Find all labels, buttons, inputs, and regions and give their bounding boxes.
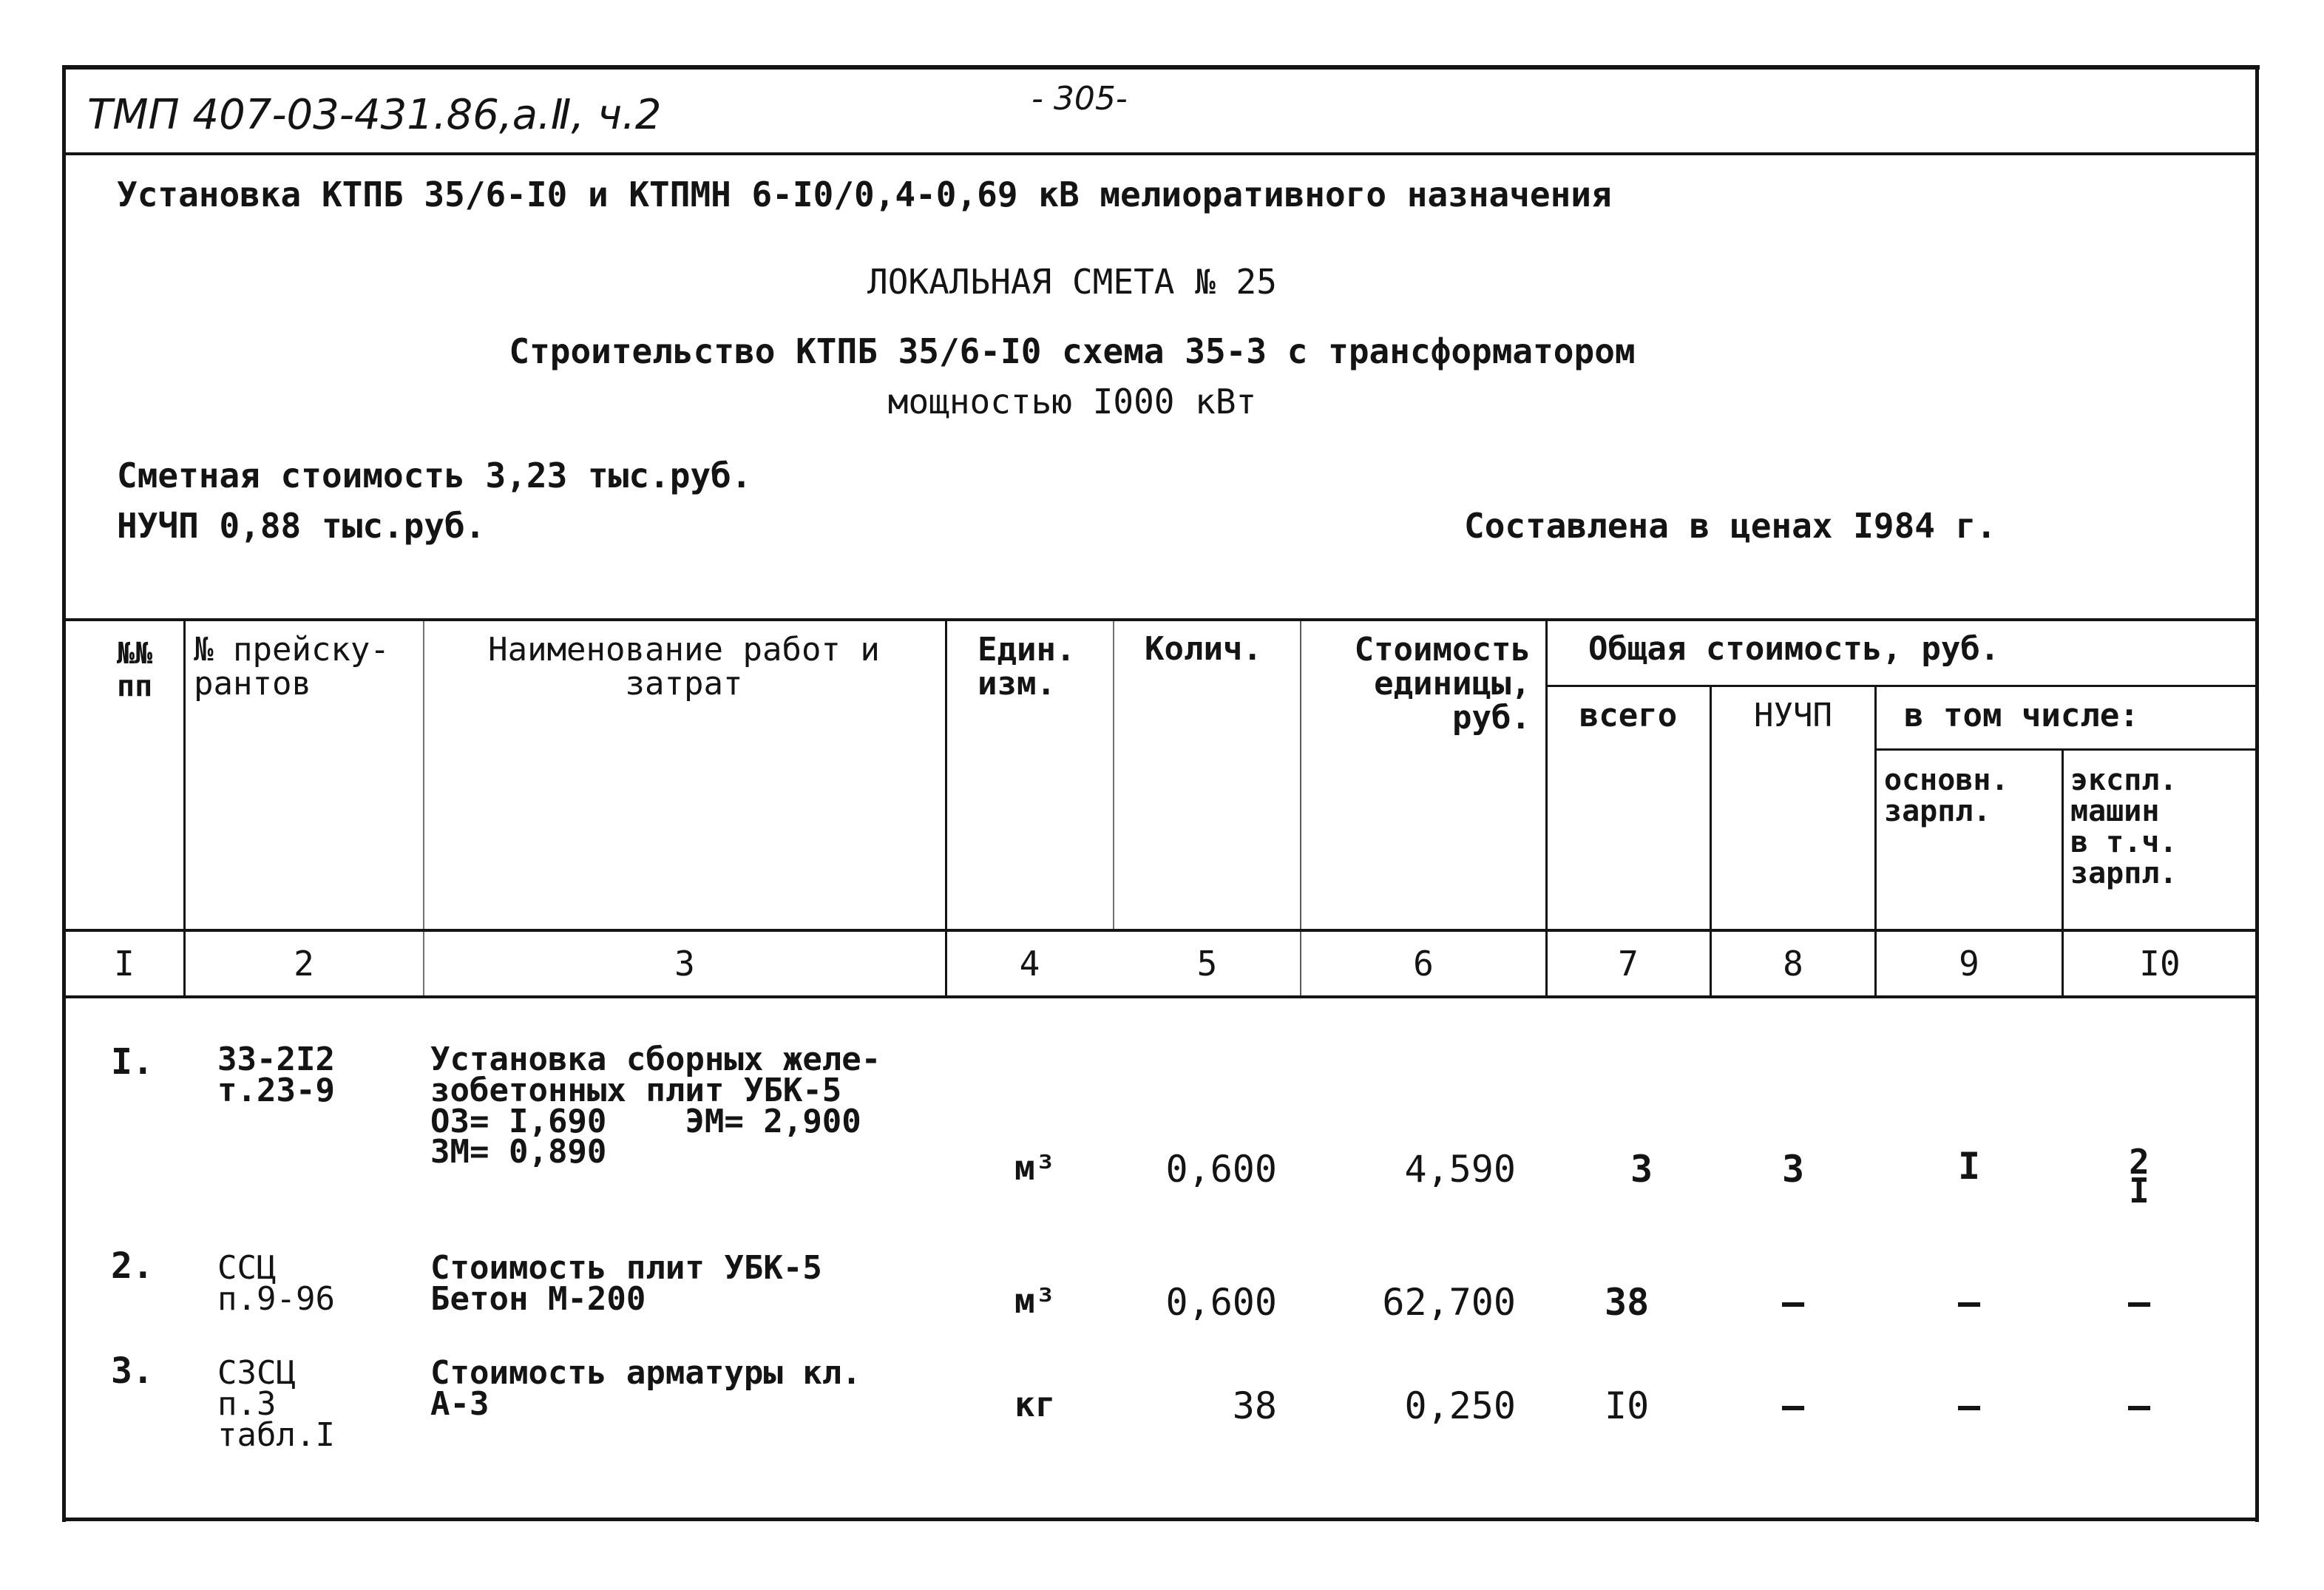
row-1-name: Установка сборных желе- зобетонных плит УБК-5 ОЗ= I,690 ЭМ= 2,900 ЗМ= 0,890 (430, 1041, 881, 1171)
col-divider-5 (1300, 620, 1301, 997)
row-2-unit-cost: 62,700 (1382, 1281, 1516, 1324)
row-2-total: 38 (1605, 1281, 1650, 1324)
construction-title-line1: Строительство КТПБ 35/6-I0 схема 35-3 с трансформатором (509, 331, 1636, 371)
header-including: в том числе: (1904, 697, 2139, 734)
column-number: 7 (1618, 944, 1639, 984)
nuchp-cost: НУЧП 0,88 тыс.руб. (117, 506, 486, 546)
header-machines: экспл. машин в т.ч. зарпл. (2070, 763, 2178, 890)
column-number: 5 (1196, 944, 1218, 984)
row-3-qty: 38 (1232, 1384, 1277, 1427)
col-divider-1 (183, 620, 186, 997)
row-3-name: Стоимость арматуры кл. А-3 (430, 1354, 861, 1423)
row-3-num: 3. (111, 1350, 154, 1392)
header-num: №№ пп (117, 637, 153, 703)
header-name: Наименование работ и затрат (488, 631, 880, 703)
row-3-total: I0 (1605, 1384, 1650, 1427)
column-number: I (114, 944, 135, 984)
row-2-machines: – (2127, 1281, 2151, 1324)
row-2-nuchp: – (1781, 1281, 1805, 1324)
col-divider-3 (945, 620, 947, 997)
estimate-title: ЛОКАЛЬНАЯ СМЕТА № 25 (867, 262, 1277, 302)
table-top-line (65, 618, 2257, 621)
row-1-unit: м³ (1014, 1148, 1056, 1188)
row-2-qty: 0,600 (1165, 1281, 1277, 1324)
row-3-nuchp: – (1781, 1384, 1805, 1427)
col-divider-2 (423, 620, 424, 997)
row-1-total: 3 (1630, 1148, 1653, 1191)
column-number: I0 (2139, 944, 2181, 984)
page-number: - 305- (1031, 80, 1128, 118)
frame-right-border (2255, 65, 2259, 1522)
construction-title-line2: мощностью I000 кВт (887, 382, 1257, 422)
frame-bottom-border (62, 1518, 2259, 1521)
object-title: Установка КТПБ 35/6-I0 и КТПМН 6-I0/0,4-0,69 кВ мелиоративного назначения (117, 175, 1612, 214)
document-code: ТМП 407-03-431.86,а.Ⅱ, ч.2 (87, 91, 662, 139)
column-number: 4 (1019, 944, 1040, 984)
row-2-unit: м³ (1014, 1281, 1056, 1321)
header-salary: основн. зарпл. (1884, 763, 2009, 828)
header-pricelist: № прейску- рантов (194, 631, 390, 703)
row-3-machines: – (2127, 1384, 2151, 1427)
row-2-salary: – (1957, 1281, 1981, 1324)
col-divider-4 (1113, 620, 1114, 930)
row-1-unit-cost: 4,590 (1404, 1148, 1516, 1191)
stamp-divider (65, 152, 2257, 155)
row-2-pricelist: ССЦ п.9-96 (217, 1249, 335, 1318)
column-number: 9 (1959, 944, 1979, 984)
header-unit-cost: Стоимость единицы, руб. (1354, 631, 1531, 737)
header-unit: Един. изм. (978, 631, 1076, 703)
row-1-salary: I (1957, 1145, 1981, 1188)
column-number: 8 (1783, 944, 1803, 984)
including-divider (1874, 748, 2257, 751)
row-2-name: Стоимость плит УБК-5 Бетон М-200 (430, 1249, 822, 1318)
column-number: 6 (1413, 944, 1434, 984)
row-1-machines: 2 I (2129, 1142, 2149, 1211)
row-3-unit: кг (1014, 1384, 1056, 1424)
row-1-pricelist: 33-2I2 т.23-9 (217, 1041, 335, 1109)
frame-left-border (62, 65, 66, 1522)
row-1-num: I. (111, 1041, 154, 1083)
column-number: 2 (294, 944, 314, 984)
header-qty: Колич. (1145, 630, 1262, 668)
prices-year: Составлена в ценах I984 г. (1464, 506, 1997, 546)
header-total-group: Общая стоимость, руб. (1588, 630, 2000, 668)
row-3-unit-cost: 0,250 (1404, 1384, 1516, 1427)
row-1-nuchp: 3 (1781, 1148, 1805, 1191)
header-nuchp: НУЧП (1754, 697, 1832, 734)
row-1-qty: 0,600 (1165, 1148, 1277, 1191)
row-3-salary: – (1957, 1384, 1981, 1427)
total-group-divider (1547, 685, 2257, 687)
col-divider-6 (1545, 620, 1548, 997)
row-2-num: 2. (111, 1245, 154, 1287)
header-bottom-line (65, 929, 2257, 932)
frame-top-border (65, 65, 2260, 70)
row-3-pricelist: СЗСЦ п.3 табл.I (217, 1354, 335, 1454)
header-total: всего (1579, 697, 1678, 734)
estimated-cost: Сметная стоимость 3,23 тыс.руб. (117, 456, 752, 495)
column-number: 3 (674, 944, 695, 984)
column-numbers-bottom-line (65, 995, 2257, 998)
